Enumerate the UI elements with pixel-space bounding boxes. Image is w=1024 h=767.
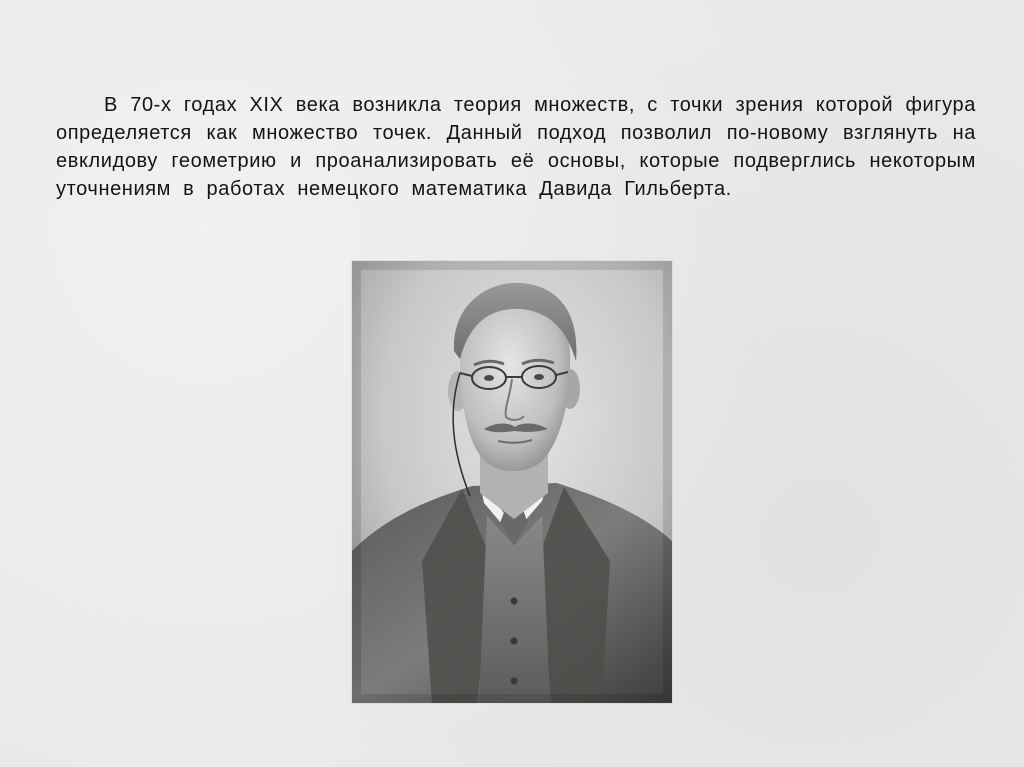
left-eye <box>484 375 494 381</box>
slide-paragraph: В 70-х годах XIX века возникла теория множеств, с точки зрения которой фигура определяется как множество точек. Данный подход позволил по-новому взглянуть на евклидову геометрию и проанализировать её основы, которые подверглись некоторым уточнениям в работах немецкого математика Давида Гильберта. <box>56 94 976 200</box>
vest-button <box>511 678 518 685</box>
portrait-photo <box>352 261 672 703</box>
vest-button <box>511 638 518 645</box>
right-eye <box>534 374 544 380</box>
portrait-image <box>352 261 672 703</box>
vest-button <box>511 598 518 605</box>
